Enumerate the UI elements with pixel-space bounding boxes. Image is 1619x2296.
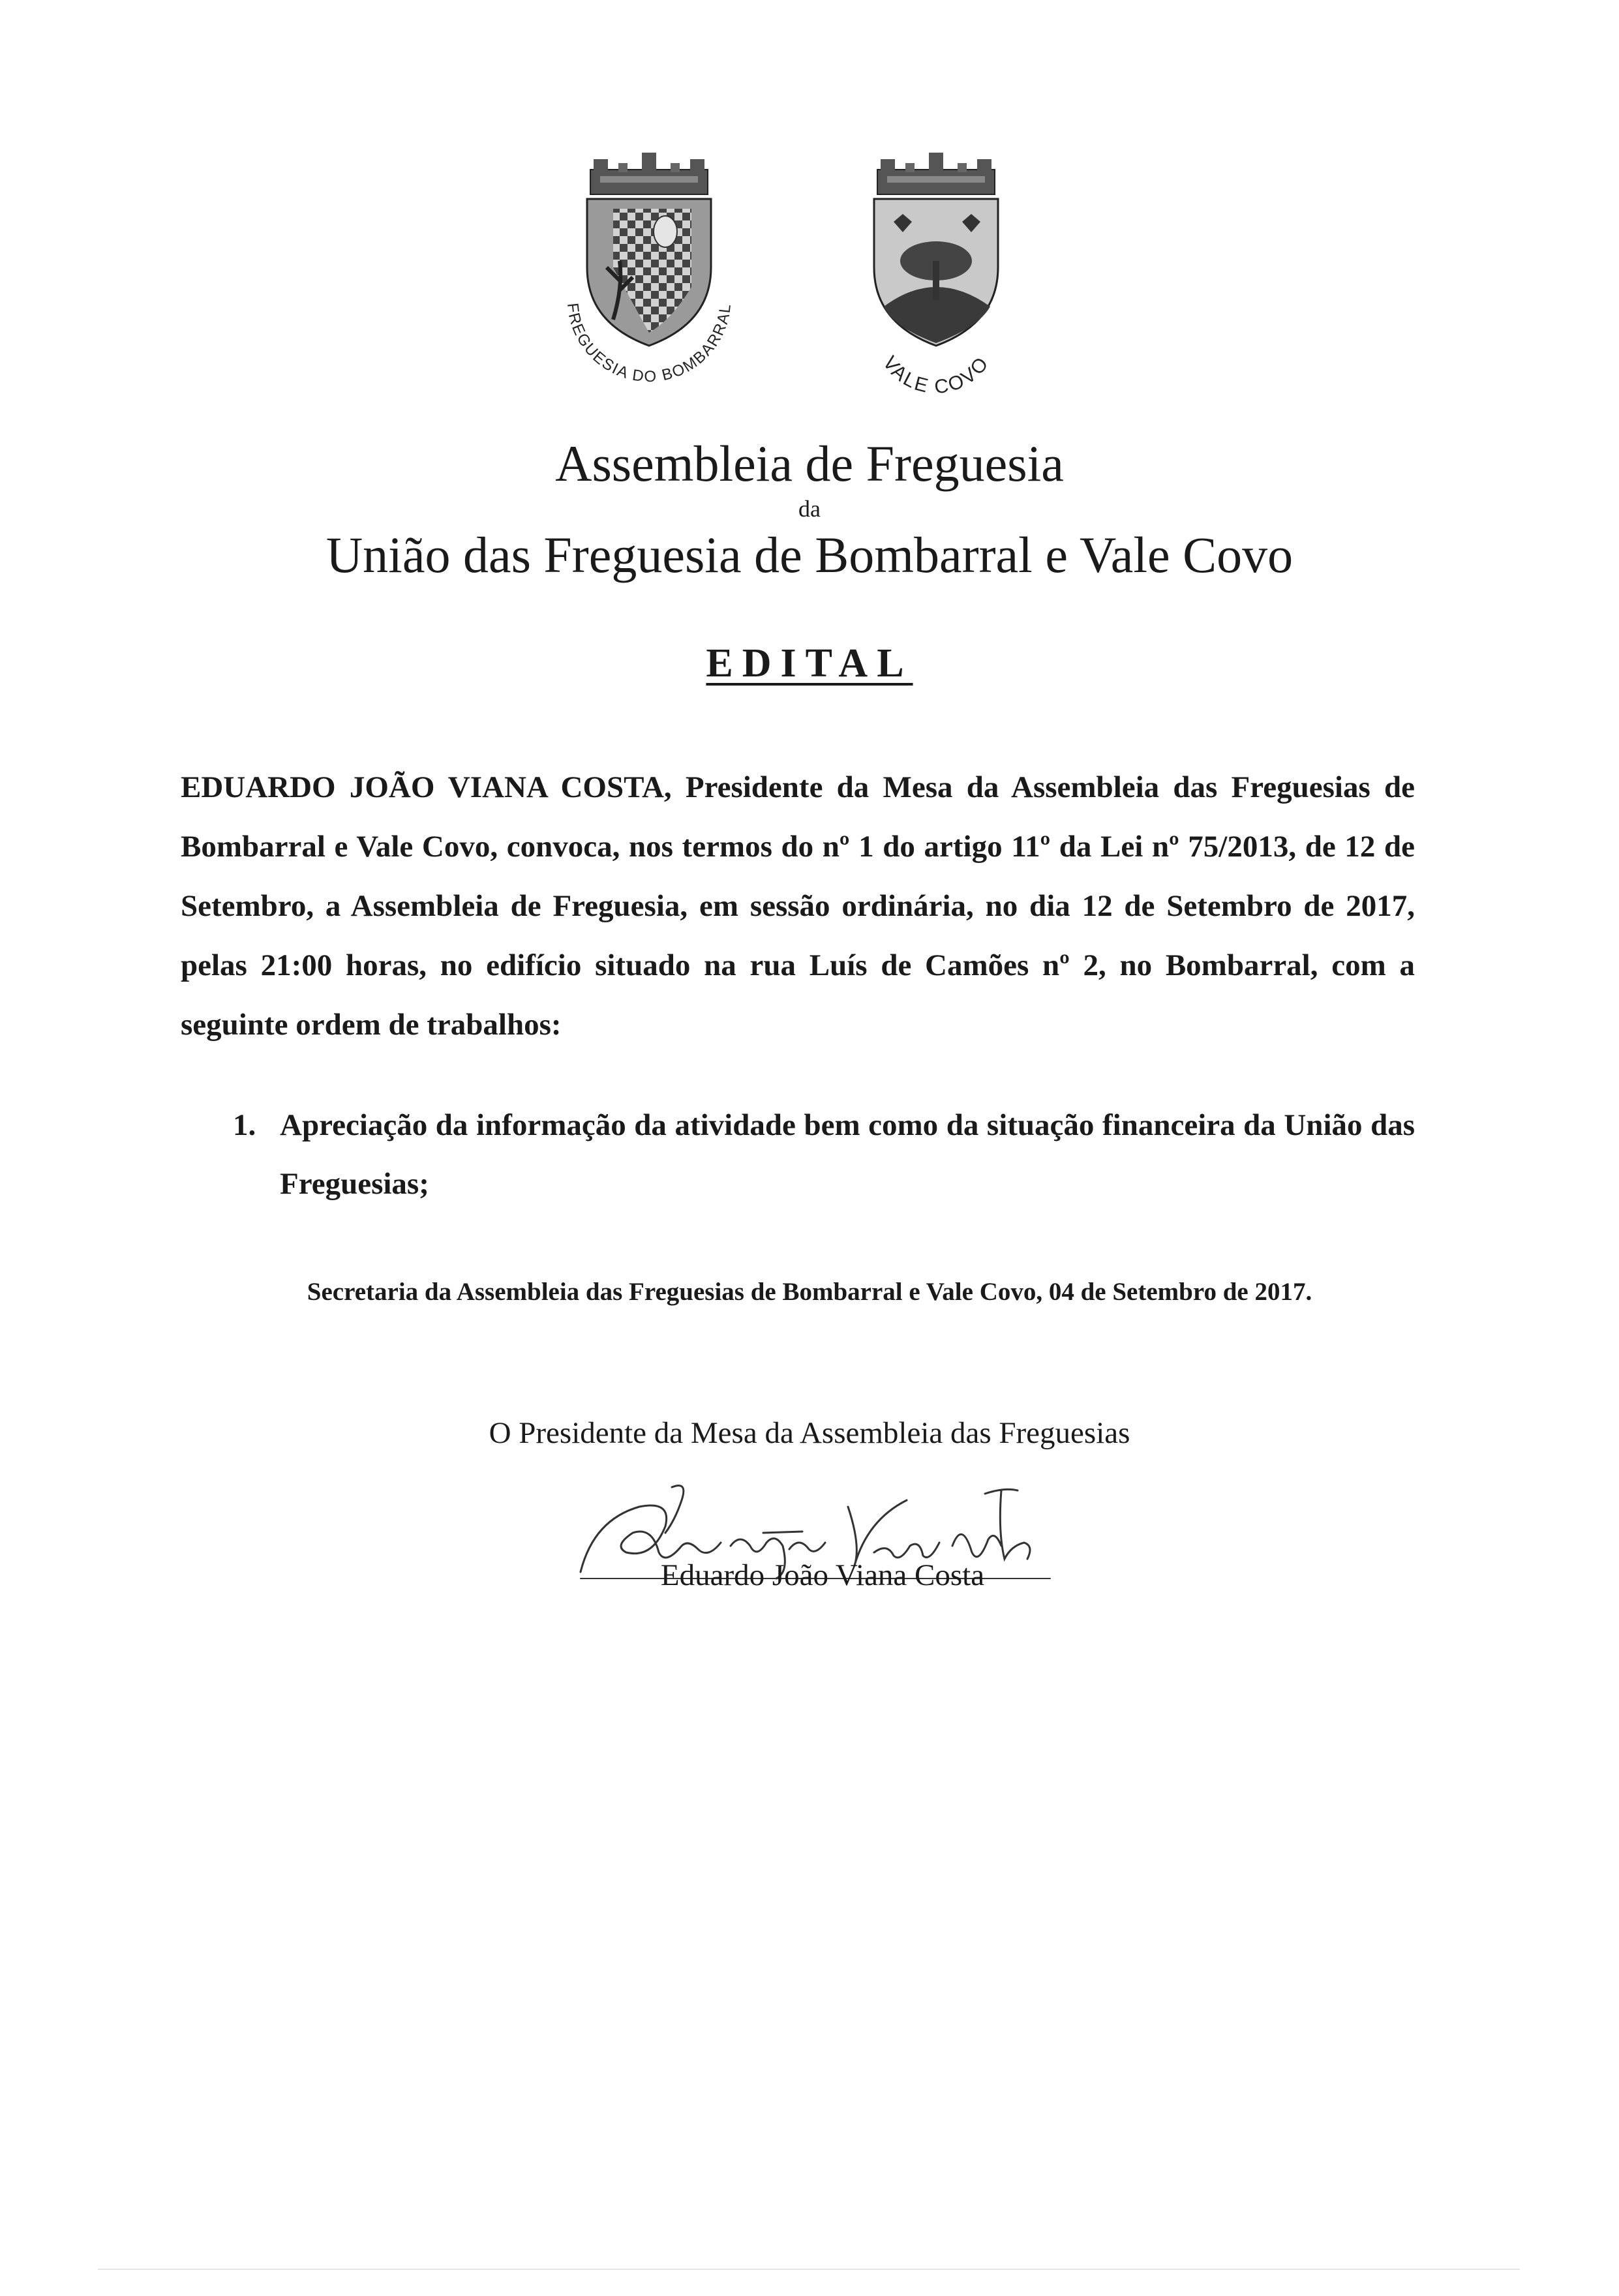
edital-heading xyxy=(0,641,1619,687)
closing-line: Secretaria da Assembleia das Freguesias de Bombarral e Vale Covo, 04 de Setembro de 2017. xyxy=(307,1278,1312,1306)
assembly-title: Assembleia de Freguesia xyxy=(555,435,1064,492)
svg-text:VALE COVO: VALE COVO xyxy=(878,352,994,399)
svg-text:FREGUESIA DO BOMBARRAL: FREGUESIA DO BOMBARRAL xyxy=(563,302,735,386)
title-connector: da xyxy=(798,496,821,522)
agenda-item xyxy=(233,1096,1415,1213)
agenda-item-text: Apreciação da informação da atividade bem como da situação financeira da União das Freguesias; xyxy=(280,1108,1415,1201)
agenda-list xyxy=(233,1096,1415,1213)
signatory-title: O Presidente da Mesa da Assembleia das Freguesias xyxy=(489,1416,1130,1450)
convocation-paragraph: EDUARDO JOÃO VIANA COSTA, Presidente da Mesa da Assembleia das Freguesias de Bombarral e Vale Covo, convoca, nos termos do nº 1 do artigo 11º da Lei nº 75/2013, de 12 de Setembro, a Assembleia de Freguesia, em sessão ordinária, no dia 12 de Setembro de 2017, pelas 21:00 horas, no edifício situado na rua Luís de Camões nº 2, no Bombarral, com a seguinte ordem de trabalhos: xyxy=(181,770,1415,1042)
signatory-name: Eduardo João Viana Costa xyxy=(660,1558,985,1592)
page-bottom-divider xyxy=(98,2269,1520,2270)
agenda-item-number: 1. xyxy=(233,1108,256,1142)
crests xyxy=(0,150,1619,411)
edital-label: EDITAL xyxy=(706,641,913,686)
bombarral-coat-of-arms xyxy=(541,150,757,411)
vale-covo-coat-of-arms xyxy=(828,150,1044,411)
union-title: União das Freguesia de Bombarral e Vale Covo xyxy=(325,526,1294,583)
